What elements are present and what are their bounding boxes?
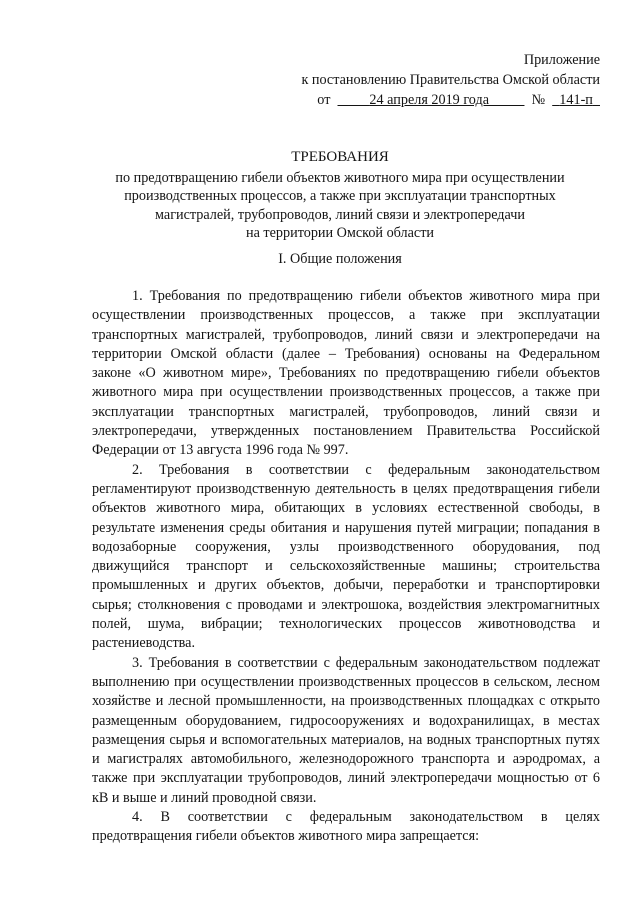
resolution-number: 141-п [559, 92, 593, 108]
date-number-line [301, 90, 600, 110]
paragraph-1: 1. Требования по предотвращению гибели объектов животного мира при осуществлении производственных процессов, а также при эксплуатации транспортных магистралей, трубопроводов, линий связи и электропередачи на территории Омской области (далее – Требования) основаны на Федеральном законе «О животном мире», Требованиях по предотвращению гибели объектов животного мира при осуществлении производственных процессов, а также при эксплуатации транспортных магистралей, трубопроводов, линий связи и электропередачи, утвержденных постановлением Правительства Российской Федерации от 13 августа 1996 года № 997. [92, 288, 600, 459]
section-heading: I. Общие положения [278, 251, 402, 267]
appendix-header [301, 50, 600, 110]
document-subtitle-line: на территории Омской области [246, 225, 434, 241]
document-subtitle-line: по предотвращению гибели объектов животного мира при осуществлении [115, 169, 565, 186]
document-body [92, 287, 600, 847]
resolution-reference: к постановлению Правительства Омской области [301, 72, 600, 88]
date-prefix: от [317, 92, 331, 108]
document-title: ТРЕБОВАНИЯ [291, 149, 389, 165]
document-title-block [80, 148, 600, 243]
number-label: № [531, 92, 546, 108]
paragraph-2: 2. Требования в соответствии с федеральным законодательством регламентируют производственную деятельность в целях предотвращения гибели объектов животного мира, обитающих в условиях естественной свободы, в результате изменения среды обитания и нарушения путей миграции; попадания в водозаборные сооружения, узлы производственного оборудования, под движущийся транспорт и сельскохозяйственные машины; строительства промышленных и других объектов, добычи, переработки и транспортировки сырья; столкновения с проводами и электрошока, воздействия электромагнитных полей, шума, вибрации; технологических процессов животноводства и растениеводства. [92, 461, 600, 652]
paragraph-3: 3. Требования в соответствии с федеральным законодательством подлежат выполнению при осуществлении производственных процессов в сельском, лесном хозяйстве и лесной промышленности, на производственных площадках с открыто размещенным оборудованием, гидросооружениях и водохранилищах, в местах размещения сырья и вспомогательных материалов, на водных транспортных путях и магистралях автомобильного, железнодорожного транспорта и аэродромах, а также при эксплуатации трубопроводов, линий электропередачи мощностью от 6 кВ и выше и линий проводной связи. [92, 654, 600, 806]
document-subtitle-line: магистралей, трубопроводов, линий связи и электропередачи [155, 206, 525, 223]
appendix-label: Приложение [523, 52, 600, 68]
paragraph-4: 4. В соответствии с федеральным законодательством в целях предотвращения гибели объектов животного мира запрещается: [92, 809, 600, 845]
resolution-date: 24 апреля 2019 года [369, 92, 489, 108]
document-subtitle-line: производственных процессов, а также при эксплуатации транспортных [124, 188, 556, 204]
